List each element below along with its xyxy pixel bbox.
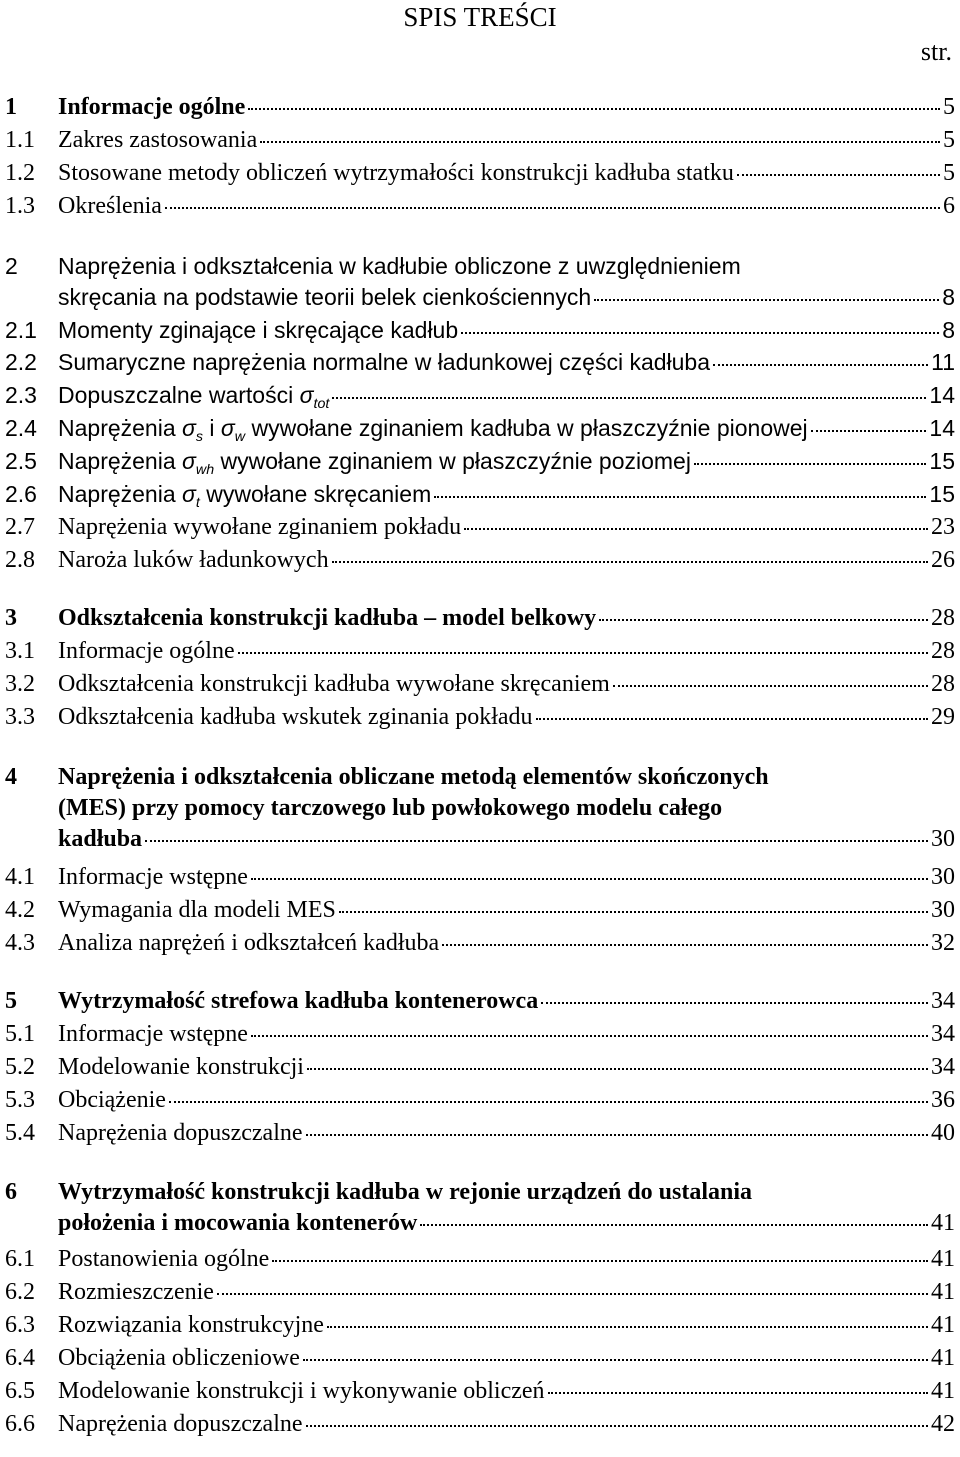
section-body: [58, 1085, 955, 1116]
section-body: [58, 986, 955, 1017]
section-title-line: [58, 1409, 955, 1440]
section-title: skręcania na podstawie teorii belek cienkościennych: [58, 284, 592, 310]
section-number: 5.2: [5, 1054, 35, 1080]
toc-entry[interactable]: [5, 1118, 955, 1149]
section-body: [58, 512, 955, 543]
dot-leader: [332, 397, 926, 399]
sigma-symbol: σ: [182, 448, 196, 474]
page-number: 28: [931, 605, 955, 631]
dot-leader: [307, 1068, 928, 1070]
section-number: 4.1: [5, 864, 35, 890]
toc-entry[interactable]: [5, 928, 955, 959]
section-body: [58, 1052, 955, 1083]
page-number: 42: [931, 1411, 955, 1437]
section-body: [58, 545, 955, 576]
page-number: 29: [931, 704, 955, 730]
toc-entry[interactable]: [5, 158, 955, 189]
section-title-line: [58, 315, 955, 346]
section-number: 6.2: [5, 1279, 35, 1305]
sigma-symbol: σ: [182, 481, 196, 507]
section-title: kadłuba: [58, 826, 143, 852]
section-title-line: [58, 1244, 955, 1275]
section-number: 3: [5, 605, 17, 631]
toc-entry[interactable]: [5, 702, 955, 733]
dot-leader: [548, 1392, 928, 1394]
section-number: 6.3: [5, 1312, 35, 1338]
page-number: 5: [943, 127, 955, 153]
toc-entry[interactable]: [5, 545, 955, 576]
dot-leader: [306, 1134, 928, 1136]
section-body: [58, 636, 955, 667]
section-body: [58, 702, 955, 733]
section-number: 5.3: [5, 1087, 35, 1113]
page-number: 8: [942, 317, 955, 343]
section-title: Wytrzymałość konstrukcji kadłuba w rejonie urządzeń do ustalania: [58, 1179, 753, 1205]
toc-entry[interactable]: [5, 315, 955, 346]
dot-leader: [811, 430, 927, 432]
page-number: 28: [931, 671, 955, 697]
toc-entry[interactable]: [5, 1409, 955, 1440]
section-title-line: [58, 636, 955, 667]
section-number: 6.1: [5, 1246, 35, 1272]
section-body: [58, 862, 955, 893]
page-number: 5: [943, 160, 955, 186]
section-title-line: [58, 986, 955, 1017]
sigma-symbol: σ: [182, 415, 196, 441]
toc-entry[interactable]: [5, 1244, 955, 1275]
toc-entry[interactable]: [5, 1052, 955, 1083]
section-title-line: [58, 347, 955, 378]
page-number: 36: [931, 1087, 955, 1113]
section-body: [58, 1277, 955, 1308]
section-title-line: [58, 1208, 955, 1239]
toc-entry[interactable]: [5, 1376, 955, 1407]
toc-entry[interactable]: [5, 92, 955, 123]
page-number: 32: [931, 930, 955, 956]
section-number: 6.4: [5, 1345, 35, 1371]
toc-entry[interactable]: [5, 1085, 955, 1116]
toc-entry[interactable]: [5, 762, 955, 855]
section-body: [58, 762, 955, 855]
dot-leader: [737, 174, 940, 176]
section-title-line: [58, 603, 955, 634]
section-title-line: [58, 928, 955, 959]
dot-leader: [613, 685, 928, 687]
dot-leader: [169, 1101, 928, 1103]
page-number: 40: [931, 1120, 955, 1146]
section-title-line: [58, 793, 955, 824]
page-number: 15: [929, 481, 955, 507]
page-number: 41: [931, 1378, 955, 1404]
page-number: 34: [931, 1021, 955, 1047]
toc-entry[interactable]: [5, 191, 955, 222]
dot-leader: [272, 1260, 928, 1262]
section-number: 2.8: [5, 547, 35, 573]
section-title: Odkształcenia kadłuba wskutek zginania pokładu: [58, 704, 533, 730]
section-title: Naprężenia dopuszczalne: [58, 1120, 303, 1146]
section-title-line: [58, 1343, 955, 1374]
section-body: [58, 347, 955, 378]
section-title: Dopuszczalne wartości $\sigma_{tot}$: [58, 382, 330, 412]
page-number: 6: [943, 193, 955, 219]
page-number: 8: [942, 284, 955, 310]
page-number: 30: [931, 826, 955, 852]
page-number: 41: [931, 1246, 955, 1272]
page-number: 41: [931, 1345, 955, 1371]
section-title: (MES) przy pomocy tarczowego lub powłokowego modelu całego: [58, 795, 723, 821]
section-title: Naprężenia $\sigma_t$ wywołane skręcaniem: [58, 481, 432, 511]
section-title-line: [58, 282, 955, 313]
dot-leader: [260, 141, 940, 143]
page-number: 41: [931, 1210, 955, 1236]
toc-entry[interactable]: [5, 1310, 955, 1341]
section-title-line: [58, 92, 955, 123]
dot-leader: [251, 1035, 928, 1037]
page-number: 23: [931, 514, 955, 540]
section-title: Informacje wstępne: [58, 1021, 248, 1047]
dot-leader: [461, 332, 939, 334]
section-title: Sumaryczne naprężenia normalne w ładunkowej części kadłuba: [58, 349, 711, 375]
section-body: [58, 1409, 955, 1440]
section-number: 4: [5, 764, 17, 790]
section-title: Odkształcenia konstrukcji kadłuba – model belkowy: [58, 605, 597, 631]
dot-leader: [165, 207, 940, 209]
dot-leader: [713, 364, 928, 366]
page-number: 41: [931, 1279, 955, 1305]
section-body: [58, 191, 955, 222]
section-number: 5.1: [5, 1021, 35, 1047]
section-title-line: [58, 1277, 955, 1308]
page-number: 30: [931, 864, 955, 890]
section-title: Rozwiązania konstrukcyjne: [58, 1312, 324, 1338]
section-body: [58, 928, 955, 959]
section-title: Naroża luków ładunkowych: [58, 547, 329, 573]
page-number: 14: [929, 415, 955, 441]
section-title: Postanowienia ogólne: [58, 1246, 270, 1272]
section-title: Odkształcenia konstrukcji kadłuba wywołane skręcaniem: [58, 671, 610, 697]
section-title-line: [58, 1052, 955, 1083]
dot-leader: [306, 1425, 928, 1427]
section-number: 1: [5, 94, 17, 120]
section-title-line: [58, 1019, 955, 1050]
section-number: 2.3: [5, 382, 37, 408]
section-number: 6.5: [5, 1378, 35, 1404]
section-title: Naprężenia dopuszczalne: [58, 1411, 303, 1437]
section-number: 1.3: [5, 193, 35, 219]
toc-entry[interactable]: [5, 1019, 955, 1050]
toc-entry[interactable]: [5, 347, 955, 378]
dot-leader: [238, 652, 928, 654]
sigma-subscript: tot: [313, 395, 330, 412]
section-title-line: [58, 1376, 955, 1407]
section-number: 6: [5, 1179, 17, 1205]
section-body: [58, 1310, 955, 1341]
section-title: Stosowane metody obliczeń wytrzymałości konstrukcji kadłuba statku: [58, 160, 734, 186]
section-number: 4.3: [5, 930, 35, 956]
section-number: 2: [5, 253, 18, 279]
dot-leader: [339, 911, 928, 913]
section-title: Rozmieszczenie: [58, 1279, 214, 1305]
section-title: Obciążenie: [58, 1087, 166, 1113]
section-body: [58, 1244, 955, 1275]
section-title: Wytrzymałość strefowa kadłuba kontenerowca: [58, 988, 539, 1014]
section-title: Modelowanie konstrukcji: [58, 1054, 304, 1080]
toc-entry[interactable]: [5, 251, 955, 313]
toc-entry[interactable]: [5, 1277, 955, 1308]
section-body: [58, 669, 955, 700]
page-number: 11: [931, 349, 955, 375]
section-title-line: [58, 824, 955, 855]
section-number: 2.4: [5, 415, 37, 441]
sigma-subscript: w: [234, 428, 246, 445]
page-number: 41: [931, 1312, 955, 1338]
section-body: [58, 315, 955, 346]
toc-entry[interactable]: [5, 125, 955, 156]
page-number: 34: [931, 988, 955, 1014]
section-title: Informacje wstępne: [58, 864, 248, 890]
section-number: 5.4: [5, 1120, 35, 1146]
section-number: 2.6: [5, 481, 37, 507]
section-body: [58, 158, 955, 189]
toc-entry[interactable]: [5, 862, 955, 893]
dot-leader: [145, 840, 928, 842]
dot-leader: [217, 1293, 928, 1295]
section-number: 2.1: [5, 317, 37, 343]
toc-entry[interactable]: [5, 1177, 955, 1239]
section-title-line: [58, 191, 955, 222]
section-title-line: [58, 762, 955, 793]
toc-entry[interactable]: [5, 1343, 955, 1374]
section-body: [58, 1177, 955, 1239]
dot-leader: [464, 528, 928, 530]
section-title: Naprężenia i odkształcenia obliczane metodą elementów skończonych: [58, 764, 769, 790]
page-number: 34: [931, 1054, 955, 1080]
sigma-subscript: t: [195, 494, 200, 511]
toc-entry[interactable]: [5, 636, 955, 667]
section-body: [58, 92, 955, 123]
section-title: położenia i mocowania kontenerów: [58, 1210, 418, 1236]
section-title-line: [58, 895, 955, 926]
section-body: [58, 1343, 955, 1374]
section-title: Zakres zastosowania: [58, 127, 258, 153]
section-title-line: [58, 702, 955, 733]
section-number: 1.2: [5, 160, 35, 186]
dot-leader: [442, 944, 928, 946]
page-number: 14: [929, 382, 955, 408]
section-title-line: [58, 1085, 955, 1116]
section-title: Analiza naprężeń i odkształceń kadłuba: [58, 930, 440, 956]
dot-leader: [303, 1359, 928, 1361]
section-title: Naprężenia wywołane zginaniem pokładu: [58, 514, 462, 540]
sigma-symbol: σ: [220, 415, 235, 441]
section-number: 4.2: [5, 897, 35, 923]
section-body: [58, 251, 955, 313]
dot-leader: [332, 561, 928, 563]
section-title: Obciążenia obliczeniowe: [58, 1345, 300, 1371]
page-number: 28: [931, 638, 955, 664]
sigma-subscript: wh: [195, 461, 215, 478]
section-number: 2.5: [5, 448, 37, 474]
dot-leader: [536, 718, 928, 720]
section-title: Modelowanie konstrukcji i wykonywanie obliczeń: [58, 1378, 545, 1404]
section-number: 5: [5, 988, 17, 1014]
section-body: [58, 895, 955, 926]
section-body: [58, 1118, 955, 1149]
toc-entry[interactable]: [5, 512, 955, 543]
section-title: Określenia: [58, 193, 162, 219]
section-title: Naprężenia $\sigma_s$ i $\sigma_w$ wywołane zginaniem kadłuba w płaszczyźnie pionowej: [58, 415, 808, 445]
section-number: 2.2: [5, 349, 37, 375]
section-title-line: [58, 512, 955, 543]
section-title-line: [58, 1310, 955, 1341]
section-title-line: [58, 1118, 955, 1149]
dot-leader: [420, 1224, 928, 1226]
toc-entry[interactable]: [5, 603, 955, 634]
section-number: 1.1: [5, 127, 35, 153]
section-body: [58, 125, 955, 156]
section-title: Wymagania dla modeli MES: [58, 897, 336, 923]
page-number: 26: [931, 547, 955, 573]
toc-entry[interactable]: [5, 895, 955, 926]
toc-entry[interactable]: [5, 669, 955, 700]
sigma-subscript: s: [195, 428, 204, 445]
section-body: [58, 1376, 955, 1407]
section-title-line: [58, 545, 955, 576]
section-title-line: [58, 251, 955, 282]
section-number: 3.3: [5, 704, 35, 730]
section-number: 3.1: [5, 638, 35, 664]
dot-leader: [248, 108, 940, 110]
dot-leader: [694, 463, 926, 465]
section-title-line: [58, 158, 955, 189]
section-title-line: [58, 862, 955, 893]
section-number: 2.7: [5, 514, 35, 540]
page-number: 5: [943, 94, 955, 120]
dot-leader: [434, 496, 926, 498]
page-title: SPIS TREŚCI: [403, 2, 557, 32]
page-column-label: str.: [920, 37, 952, 66]
dot-leader: [327, 1326, 928, 1328]
dot-leader: [594, 299, 939, 301]
page-number: 30: [931, 897, 955, 923]
section-body: [58, 1019, 955, 1050]
section-title: Momenty zginające i skręcające kadłub: [58, 317, 459, 343]
section-title: Naprężenia $\sigma_{wh}$ wywołane zginaniem w płaszczyźnie poziomej: [58, 448, 691, 478]
sigma-symbol: σ: [299, 382, 314, 408]
dot-leader: [541, 1002, 928, 1004]
dot-leader: [251, 878, 928, 880]
toc-entry[interactable]: [5, 986, 955, 1017]
section-title: Naprężenia i odkształcenia w kadłubie obliczone z uwzględnieniem: [58, 253, 741, 279]
section-title-line: [58, 1177, 955, 1208]
page-number: 15: [929, 448, 955, 474]
section-body: [58, 603, 955, 634]
section-number: 6.6: [5, 1411, 35, 1437]
section-title-line: [58, 669, 955, 700]
section-title: Informacje ogólne: [58, 94, 246, 120]
section-title: Informacje ogólne: [58, 638, 235, 664]
section-title-line: [58, 125, 955, 156]
dot-leader: [599, 619, 928, 621]
section-number: 3.2: [5, 671, 35, 697]
